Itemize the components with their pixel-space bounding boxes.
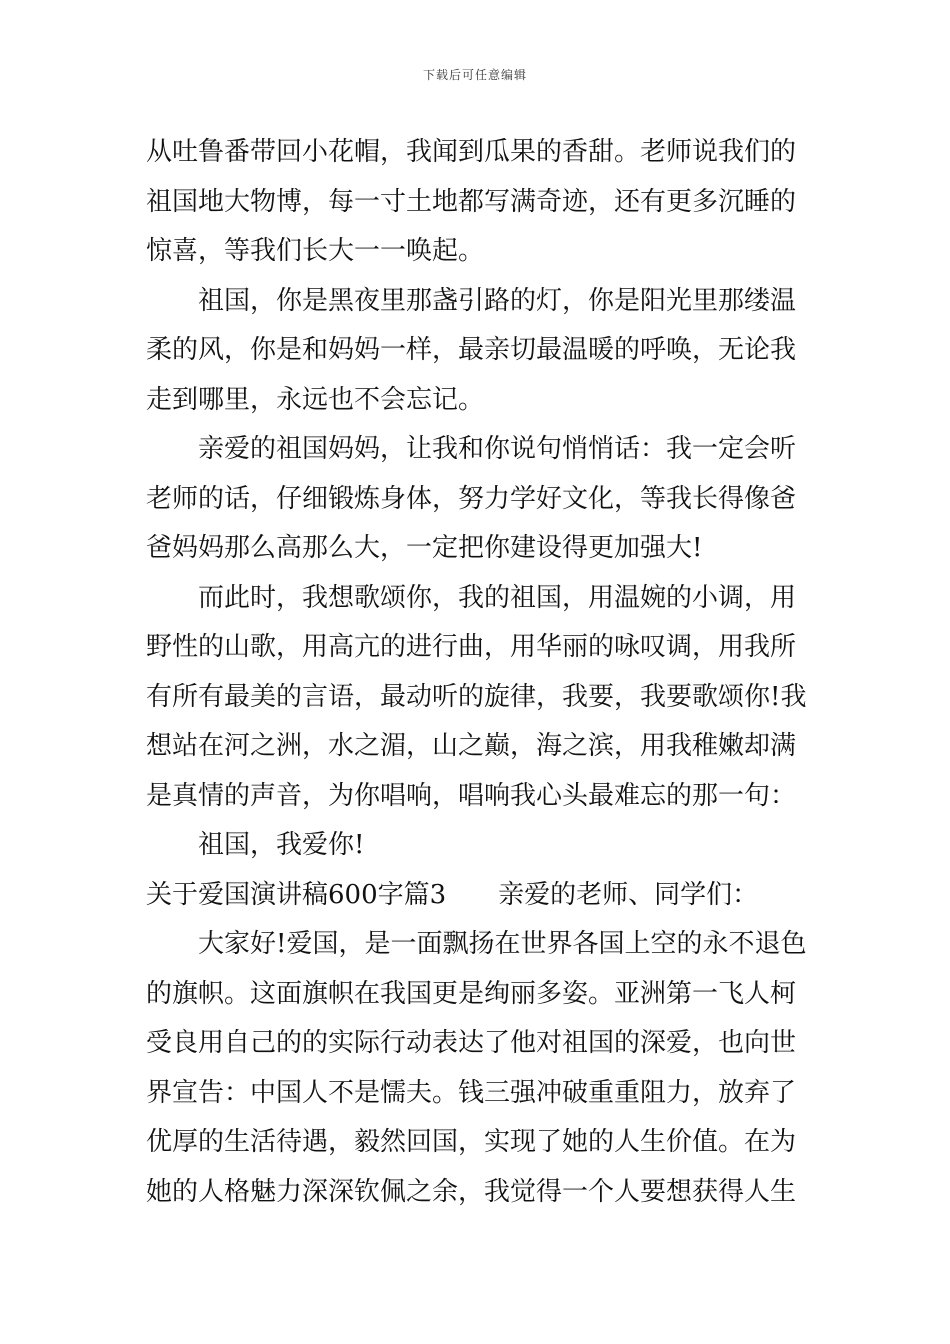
- text-line: 爸妈妈那么高那么大，一定把你建设得更加强大!: [146, 533, 703, 563]
- text-line: 而此时，我想歌颂你，我的祖国，用温婉的小调，用: [198, 582, 797, 613]
- section-title: 关于爱国演讲稿600字篇3: [146, 879, 447, 910]
- text-line: 惊喜，等我们长大一一唤起。: [146, 236, 485, 266]
- text-line: 祖国，你是黑夜里那盏引路的灯，你是阳光里那缕温: [198, 285, 797, 316]
- text-line: 亲爱的祖国妈妈，让我和你说句悄悄话：我一定会听: [198, 434, 797, 464]
- text-line: 祖国地大物博，每一寸土地都写满奇迹，还有更多沉睡的: [146, 186, 797, 217]
- text-line: 想站在河之洲，水之湄，山之巅，海之滨，用我稚嫩却满: [146, 731, 797, 761]
- page-header: 下载后可任意编辑: [422, 68, 527, 82]
- text-line: 老师的话，仔细锻炼身体，努力学好文化，等我长得像爸: [146, 483, 797, 514]
- text-block-1: [146, 128, 810, 871]
- text-line: 是真情的声音，为你唱响，唱响我心头最难忘的那一句：: [146, 780, 797, 811]
- text-line: 她的人格魅力深深钦佩之余，我觉得一个人要想获得人生: [146, 1176, 797, 1207]
- text-line: 受良用自己的的实际行动表达了他对祖国的深爱，也向世: [146, 1028, 797, 1058]
- text-line: 柔的风，你是和妈妈一样，最亲切最温暖的呼唤，无论我: [146, 335, 797, 365]
- text-line: 大家好!爱国，是一面飘扬在世界各国上空的永不退色: [198, 929, 807, 959]
- text-line: 祖国，我爱你!: [198, 830, 365, 860]
- document-body: [146, 128, 810, 1217]
- text-line: 野性的山歌，用高亢的进行曲，用华丽的咏叹调，用我所: [146, 632, 797, 662]
- section-heading-line: [146, 871, 810, 921]
- text-line: 从吐鲁番带回小花帽，我闻到瓜果的香甜。老师说我们的: [146, 137, 797, 167]
- text-block-2: [146, 920, 810, 1217]
- text-line: 的旗帜。这面旗帜在我国更是绚丽多姿。亚洲第一飞人柯: [146, 978, 797, 1009]
- text-line: 走到哪里，永远也不会忘记。: [146, 384, 485, 415]
- text-line: 有所有最美的言语，最动听的旋律，我要，我要歌颂你!我: [146, 681, 807, 712]
- text-line: 界宣告：中国人不是懦夫。钱三强冲破重重阻力，放弃了: [146, 1077, 797, 1108]
- greeting: 亲爱的老师、同学们：: [498, 879, 759, 910]
- text-line: 优厚的生活待遇，毅然回国，实现了她的人生价值。在为: [146, 1127, 797, 1157]
